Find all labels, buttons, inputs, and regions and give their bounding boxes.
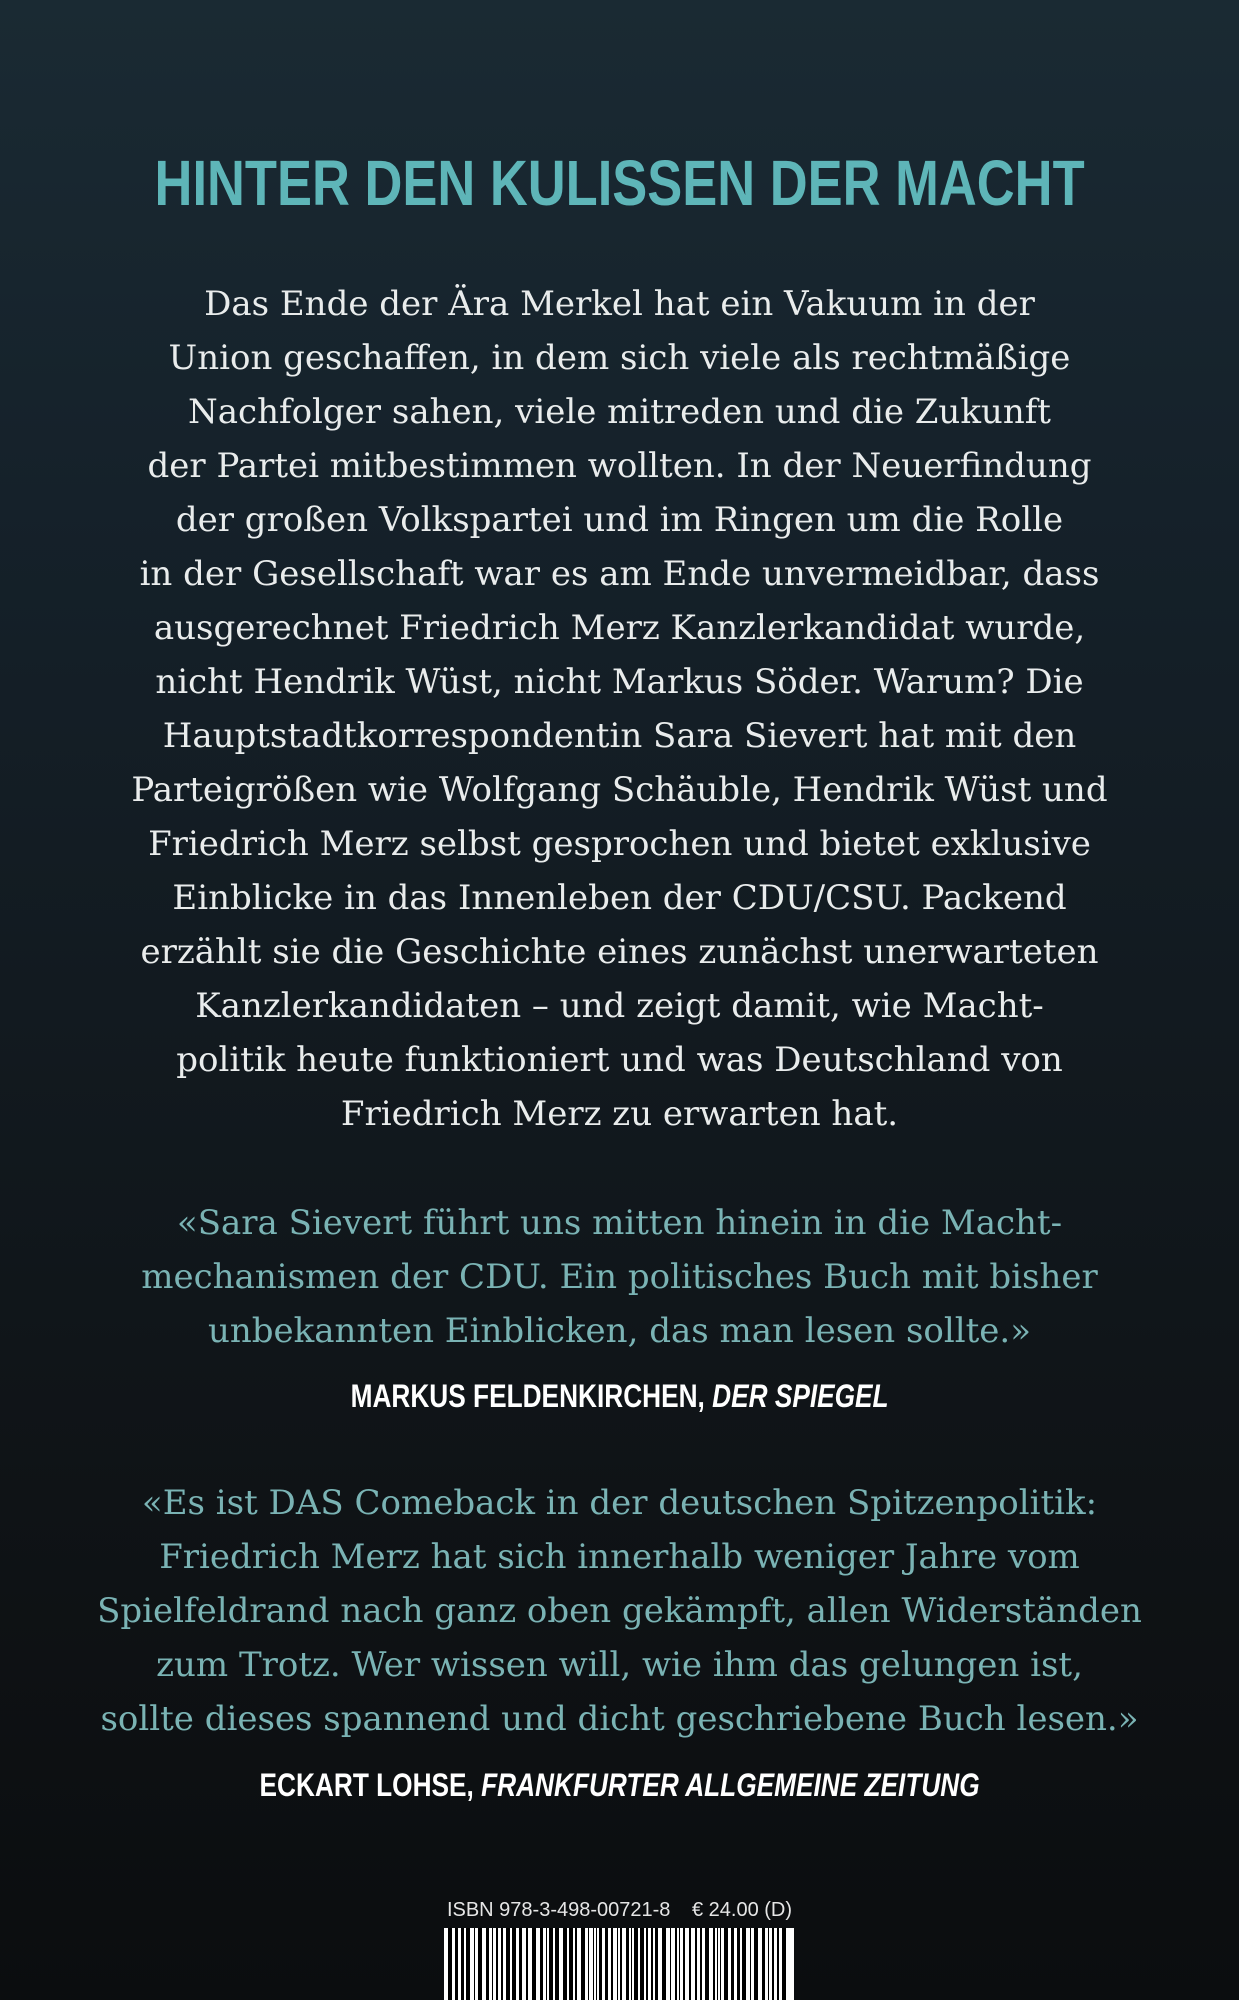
- barcode-bar: [777, 1928, 779, 2000]
- blurb-line: in der Gesellschaft war es am Ende unvermeidbar, dass: [139, 554, 1100, 594]
- barcode-bar: [474, 1928, 475, 2000]
- barcode-bar: [655, 1928, 658, 2000]
- blurb-line: Parteigrößen wie Wolfgang Schäuble, Hendrik Wüst und: [131, 770, 1108, 810]
- blurb-line: Einblicke in das Innenleben der CDU/CSU. Packend: [172, 878, 1067, 918]
- barcode-bar: [617, 1928, 618, 2000]
- attribution-source: FRANKFURTER ALLGEMEINE ZEITUNG: [481, 1767, 980, 1803]
- barcode-bar: [679, 1928, 680, 2000]
- barcode-bar: [455, 1928, 458, 2000]
- blurb-line: Nachfolger sahen, viele mitreden und die Zukunft: [188, 392, 1051, 432]
- barcode-bar: [593, 1928, 594, 2000]
- cover-heading: HINTER DEN KULISSEN DER MACHT: [154, 147, 1085, 219]
- price: € 24.00 (D): [691, 1899, 793, 1921]
- barcode: [444, 1928, 794, 2000]
- blurb-line: der Partei mitbestimmen wollten. In der Neuerfindung: [147, 446, 1092, 486]
- barcode-bar: [519, 1928, 522, 2000]
- barcode-bar: [546, 1928, 547, 2000]
- barcode-bar: [588, 1928, 589, 2000]
- barcode-bar: [742, 1928, 746, 2000]
- barcode-bar: [768, 1928, 769, 2000]
- barcode-bar: [762, 1928, 765, 2000]
- quote-line: Friedrich Merz hat sich innerhalb weniger Jahre vom: [159, 1537, 1080, 1577]
- barcode-bar: [626, 1928, 629, 2000]
- barcode-bar: [731, 1928, 734, 2000]
- barcode-bar: [670, 1928, 671, 2000]
- blurb-line: Friedrich Merz zu erwarten hat.: [340, 1094, 899, 1134]
- quote-line: zum Trotz. Wer wissen will, wie ihm das gelungen ist,: [156, 1645, 1083, 1685]
- barcode-bar: [651, 1928, 653, 2000]
- quote-line: unbekannten Einblicken, das man lesen sollte.»: [207, 1311, 1032, 1351]
- barcode-bar: [563, 1928, 567, 2000]
- barcode-bar: [720, 1928, 721, 2000]
- barcode-bar: [581, 1928, 585, 2000]
- barcode-bar: [631, 1928, 632, 2000]
- barcode-bar: [675, 1928, 677, 2000]
- barcode-bar: [605, 1928, 608, 2000]
- barcode-bar: [506, 1928, 510, 2000]
- barcode-bar: [492, 1928, 493, 2000]
- attribution-source: DER SPIEGEL: [712, 1378, 889, 1414]
- barcode-bar: [461, 1928, 464, 2000]
- blurb-text: [60, 277, 1179, 1141]
- barcode-bar: [501, 1928, 503, 2000]
- review-quote-spiegel: [60, 1196, 1179, 1358]
- barcode-bar: [575, 1928, 577, 2000]
- blurb-line: ausgerechnet Friedrich Merz Kanzlerkandidat wurde,: [153, 608, 1086, 648]
- isbn-price-line: [0, 1895, 1239, 1925]
- isbn-number: ISBN 978-3-498-00721-8: [446, 1899, 671, 1921]
- barcode-bar: [695, 1928, 697, 2000]
- barcode-bar: [662, 1928, 666, 2000]
- attribution-author: ECKART LOHSE,: [259, 1767, 474, 1803]
- blurb-line: Das Ende der Ära Merkel hat ein Vakuum in der: [204, 284, 1035, 324]
- barcode-bar: [772, 1928, 774, 2000]
- blurb-line: politik heute funktioniert und was Deutschland von: [176, 1040, 1063, 1080]
- barcode-bar: [512, 1928, 516, 2000]
- barcode-bar: [540, 1928, 543, 2000]
- barcode-bar: [634, 1928, 638, 2000]
- blurb-line: Friedrich Merz selbst gesprochen und bietet exklusive: [148, 824, 1091, 864]
- barcode-bar: [705, 1928, 709, 2000]
- barcode-bar: [646, 1928, 648, 2000]
- barcode-bar: [596, 1928, 597, 2000]
- barcode-bar: [478, 1928, 482, 2000]
- quote-attribution-faz: [112, 1765, 1128, 1805]
- blurb-line: Hauptstadtkorrespondentin Sara Sievert hat mit den: [162, 716, 1077, 756]
- barcode-bars-icon: [444, 1928, 794, 2000]
- barcode-bar: [555, 1928, 559, 2000]
- blurb-line: Union geschaffen, in dem sich viele als rechtmäßige: [168, 338, 1071, 378]
- quote-attribution-spiegel: [112, 1376, 1128, 1416]
- barcode-bar: [448, 1928, 452, 2000]
- quote-line: «Es ist DAS Comeback in der deutschen Spitzenpolitik:: [141, 1483, 1098, 1523]
- quote-line: Spielfeldrand nach ganz oben gekämpft, allen Widerständen: [97, 1591, 1142, 1631]
- blurb-line: erzählt sie die Geschichte eines zunächst unerwarteten: [140, 932, 1099, 972]
- barcode-bar: [717, 1928, 718, 2000]
- barcode-bar: [496, 1928, 498, 2000]
- quote-line: mechanismen der CDU. Ein politisches Buch mit bisher: [141, 1257, 1098, 1297]
- barcode-bar: [640, 1928, 644, 2000]
- quote-line: «Sara Sievert führt uns mitten hinein in die Macht-: [176, 1203, 1063, 1243]
- barcode-bar: [737, 1928, 740, 2000]
- barcode-bar: [620, 1928, 622, 2000]
- blurb-line: Kanzlerkandidaten – und zeigt damit, wie Macht-: [195, 986, 1044, 1026]
- attribution-author: MARKUS FELDENKIRCHEN,: [350, 1378, 705, 1414]
- barcode-bar: [713, 1928, 715, 2000]
- barcode-bar: [683, 1928, 685, 2000]
- quote-line: sollte dieses spannend und dicht geschriebene Buch lesen.»: [100, 1699, 1139, 1739]
- barcode-bar: [754, 1928, 758, 2000]
- barcode-bar: [689, 1928, 691, 2000]
- barcode-bar: [724, 1928, 728, 2000]
- barcode-bar: [611, 1928, 613, 2000]
- barcode-bar: [526, 1928, 528, 2000]
- barcode-bar: [486, 1928, 489, 2000]
- barcode-bar: [750, 1928, 751, 2000]
- barcode-bar: [569, 1928, 573, 2000]
- blurb-line: nicht Hendrik Wüst, nicht Markus Söder. Warum? Die: [155, 662, 1084, 702]
- blurb-line: der großen Volkspartei und im Ringen um die Rolle: [175, 500, 1064, 540]
- barcode-bar: [599, 1928, 602, 2000]
- barcode-bar: [466, 1928, 470, 2000]
- review-quote-faz: [60, 1476, 1179, 1746]
- barcode-bar: [549, 1928, 553, 2000]
- barcode-bar: [532, 1928, 536, 2000]
- barcode-bar: [700, 1928, 702, 2000]
- barcode-bar: [782, 1928, 786, 2000]
